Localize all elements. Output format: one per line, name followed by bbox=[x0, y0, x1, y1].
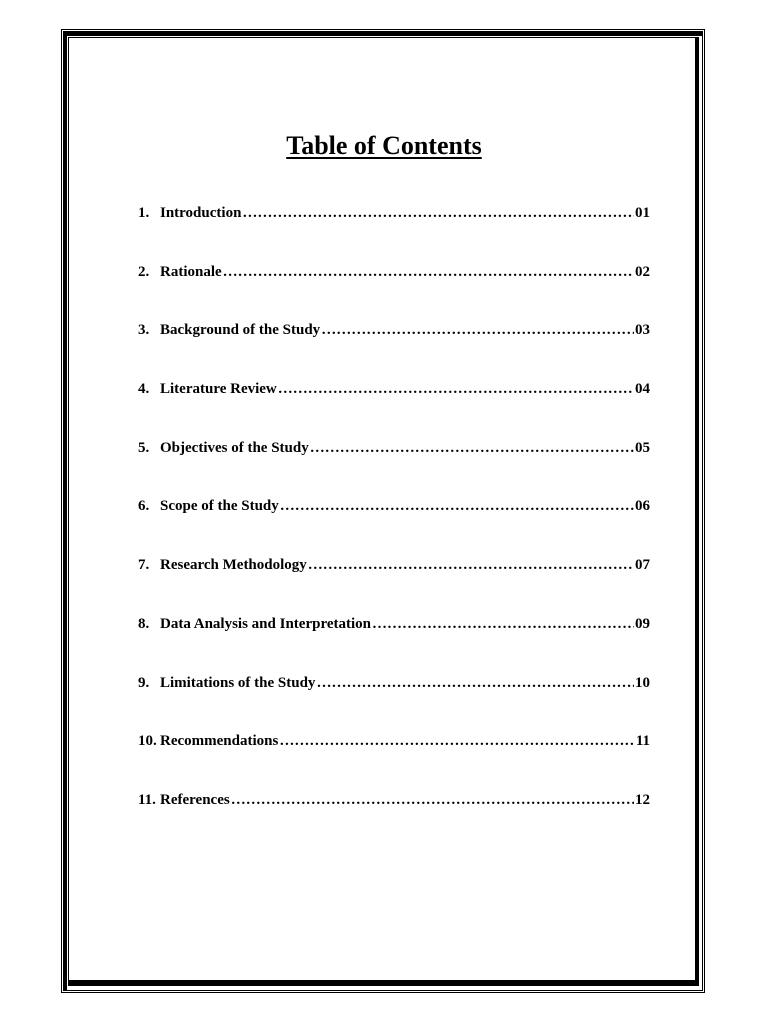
toc-entry-number: 2. bbox=[138, 263, 150, 280]
toc-entry-page: 06 bbox=[635, 498, 650, 515]
toc-entry-label: Data Analysis and Interpretation bbox=[160, 615, 371, 632]
toc-entry-number: 9. bbox=[138, 674, 150, 691]
toc-entry-label: References bbox=[160, 791, 230, 808]
toc-entry-number: 7. bbox=[138, 557, 150, 574]
toc-dot-leader bbox=[278, 379, 634, 399]
toc-entry-scope[interactable] bbox=[138, 496, 650, 555]
toc-entry-page: 01 bbox=[635, 205, 650, 221]
toc-entry-references[interactable] bbox=[138, 790, 650, 849]
toc-entry-limitations[interactable] bbox=[138, 673, 650, 732]
toc-entry-label: Literature Review bbox=[160, 381, 277, 398]
toc-entry-number: 8. bbox=[138, 615, 150, 632]
toc-entry-page: 05 bbox=[635, 439, 650, 456]
toc-entry-label: Research Methodology bbox=[160, 557, 307, 574]
toc-entry-number: 1. bbox=[138, 205, 150, 221]
toc-dot-leader bbox=[279, 731, 634, 751]
table-of-contents bbox=[138, 203, 650, 849]
toc-entry-page: 02 bbox=[635, 263, 650, 280]
toc-entry-label: Background of the Study bbox=[160, 322, 321, 339]
toc-entry-page: 07 bbox=[635, 557, 650, 574]
toc-dot-leader bbox=[372, 614, 634, 634]
toc-entry-page: 04 bbox=[635, 381, 650, 398]
toc-dot-leader bbox=[223, 262, 634, 282]
toc-entry-label: Scope of the Study bbox=[160, 498, 279, 515]
toc-entry-number: 3. bbox=[138, 322, 150, 339]
toc-entry-literature-review[interactable] bbox=[138, 379, 650, 438]
toc-dot-leader bbox=[231, 790, 634, 810]
toc-entry-label: Recommendations bbox=[160, 733, 279, 750]
page-title-text: Table of Contents bbox=[286, 131, 482, 160]
toc-entry-page: 03 bbox=[635, 322, 650, 339]
toc-dot-leader bbox=[316, 673, 634, 693]
toc-dot-leader bbox=[308, 555, 634, 575]
toc-entry-introduction[interactable] bbox=[138, 203, 650, 262]
toc-entry-number: 10. bbox=[138, 733, 157, 750]
toc-entry-rationale[interactable] bbox=[138, 262, 650, 321]
toc-entry-recommendations[interactable] bbox=[138, 731, 650, 790]
toc-entry-page: 10 bbox=[635, 674, 650, 691]
toc-entry-label: Limitations of the Study bbox=[160, 674, 316, 691]
toc-dot-leader bbox=[242, 203, 634, 223]
toc-entry-page: 12 bbox=[635, 791, 650, 808]
toc-entry-research-methodology[interactable] bbox=[138, 555, 650, 614]
toc-entry-objectives[interactable] bbox=[138, 438, 650, 497]
toc-entry-number: 11. bbox=[138, 791, 156, 808]
toc-entry-page: 11 bbox=[635, 733, 650, 750]
toc-dot-leader bbox=[310, 438, 634, 458]
page-title bbox=[0, 129, 768, 163]
toc-entry-label: Objectives of the Study bbox=[160, 439, 309, 456]
toc-dot-leader bbox=[280, 496, 634, 516]
toc-entry-label: Introduction bbox=[160, 205, 242, 221]
toc-entry-number: 4. bbox=[138, 381, 150, 398]
toc-entry-number: 6. bbox=[138, 498, 150, 515]
toc-entry-number: 5. bbox=[138, 439, 150, 456]
toc-entry-data-analysis[interactable] bbox=[138, 614, 650, 673]
toc-dot-leader bbox=[321, 320, 634, 340]
toc-entry-background[interactable] bbox=[138, 320, 650, 379]
toc-entry-page: 09 bbox=[635, 615, 650, 632]
toc-entry-label: Rationale bbox=[160, 263, 222, 280]
